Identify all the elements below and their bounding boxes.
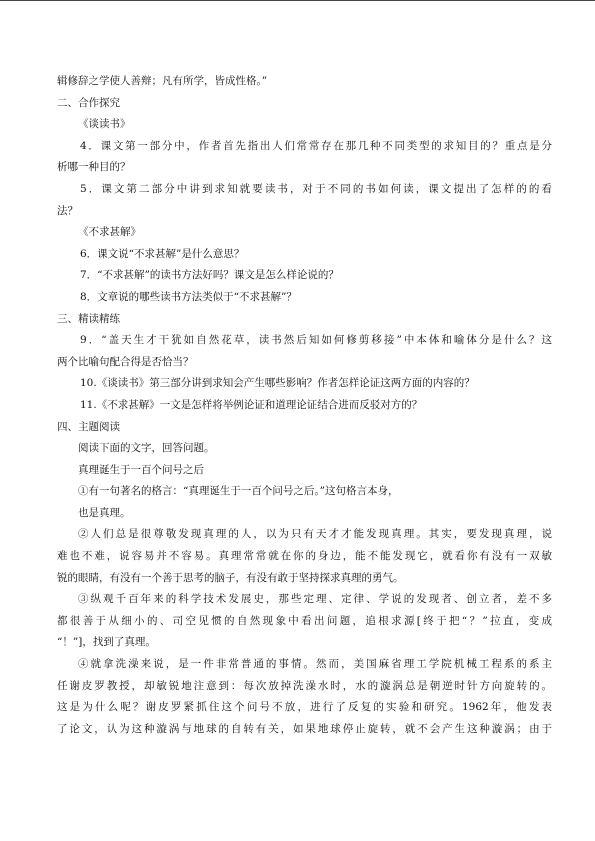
article-title: 真理诞生于一百个问号之后 bbox=[78, 463, 204, 476]
paragraph-line: ③纵观千百年来的科学技术发展史，那些定理、定律、学说的发现者、创立者，差不多 bbox=[78, 593, 552, 606]
question-line: 8．文章说的哪些读书方法类似于“不求甚解”？ bbox=[80, 290, 297, 303]
text-line: 辑修辞之学使人善辩；凡有所学，皆成性格。” bbox=[57, 75, 268, 87]
question-line: 5．课文第二部分中讲到求知就要读书，对于不同的书如何读，课文提出了怎样的的看 bbox=[80, 182, 552, 195]
section-heading: 四、主题阅读 bbox=[57, 420, 120, 433]
instruction-line: 阅读下面的文字，回答问题。 bbox=[78, 442, 215, 455]
question-line: 11.《不求甚解》一文是怎样将举例论证和道理论证结合进而反驳对方的？ bbox=[80, 398, 423, 411]
question-line: 6．课文说“不求甚解”是什么意思？ bbox=[80, 247, 245, 260]
header-rule bbox=[0, 0, 595, 1]
paragraph-line: ②人们总是很尊敬发现真理的人，以为只有天才才能发现真理。其实，要发现真理，说 bbox=[78, 528, 552, 541]
paragraph-line: 难也不难，说容易并不容易。真理常常就在你的身边，能不能发现它，就看你有没有一双敏 bbox=[57, 550, 552, 563]
paragraph-line: ①有一句著名的格言：“真理诞生于一百个问号之后。”这句格言本身， bbox=[78, 485, 399, 498]
sub-heading: 《不求甚解》 bbox=[78, 226, 141, 239]
question-line: 4．课文第一部分中，作者首先指出人们常常存在那几种不同类型的求知目的？重点是分 bbox=[80, 139, 552, 152]
paragraph-line: 这是为什么呢？谢皮罗紧抓住这个问号不放，进行了反复的实验和研究。1962年，他发表 bbox=[57, 701, 552, 714]
paragraph-line: “！”]，找到了真理。 bbox=[57, 636, 156, 649]
paragraph-line: 任谢皮罗教授，却敏锐地注意到：每次放掉洗澡水时，水的漩涡总是朝逆时针方向旋转的。 bbox=[57, 679, 552, 692]
question-line: 两个比喻句配合得是否恰当？ bbox=[57, 355, 194, 368]
paragraph-line: 都很善于从细小的、司空见惯的自然现象中看出问题，追根求源[终于把“？”拉直，变成 bbox=[57, 614, 552, 627]
question-line: 析哪一种目的？ bbox=[57, 161, 131, 174]
section-heading: 二、合作探究 bbox=[57, 96, 120, 109]
question-line: 10.《谈读书》第三部分讲到求知会产生哪些影响？作者怎样论证这两方面的内容的？ bbox=[80, 377, 475, 390]
paragraph-line: 锐的眼睛，有没有一个善于思考的脑子，有没有敢于坚持探求真理的勇气。 bbox=[57, 571, 404, 584]
question-line: 7．“不求甚解”的读书方法好吗？课文是怎么样论说的？ bbox=[80, 269, 339, 282]
document-body bbox=[57, 71, 552, 740]
paragraph-line: 了论文，认为这种漩涡与地球的自转有关，如果地球停止旋转，就不会产生这种漩涡；由于 bbox=[57, 722, 552, 735]
sub-heading: 《谈读书》 bbox=[78, 118, 131, 131]
paragraph-line: ④就拿洗澡来说，是一件非常普通的事情。然而，美国麻省理工学院机械工程系的系主 bbox=[78, 658, 552, 671]
section-heading: 三、精读精练 bbox=[57, 312, 120, 325]
paragraph-line: 也是真理。 bbox=[78, 506, 131, 519]
question-line: 法？ bbox=[57, 204, 78, 217]
question-line: 9．“盖天生才干犹如自然花草，读书然后知如何修剪移接”中本体和喻体分是什么？这 bbox=[80, 334, 552, 347]
